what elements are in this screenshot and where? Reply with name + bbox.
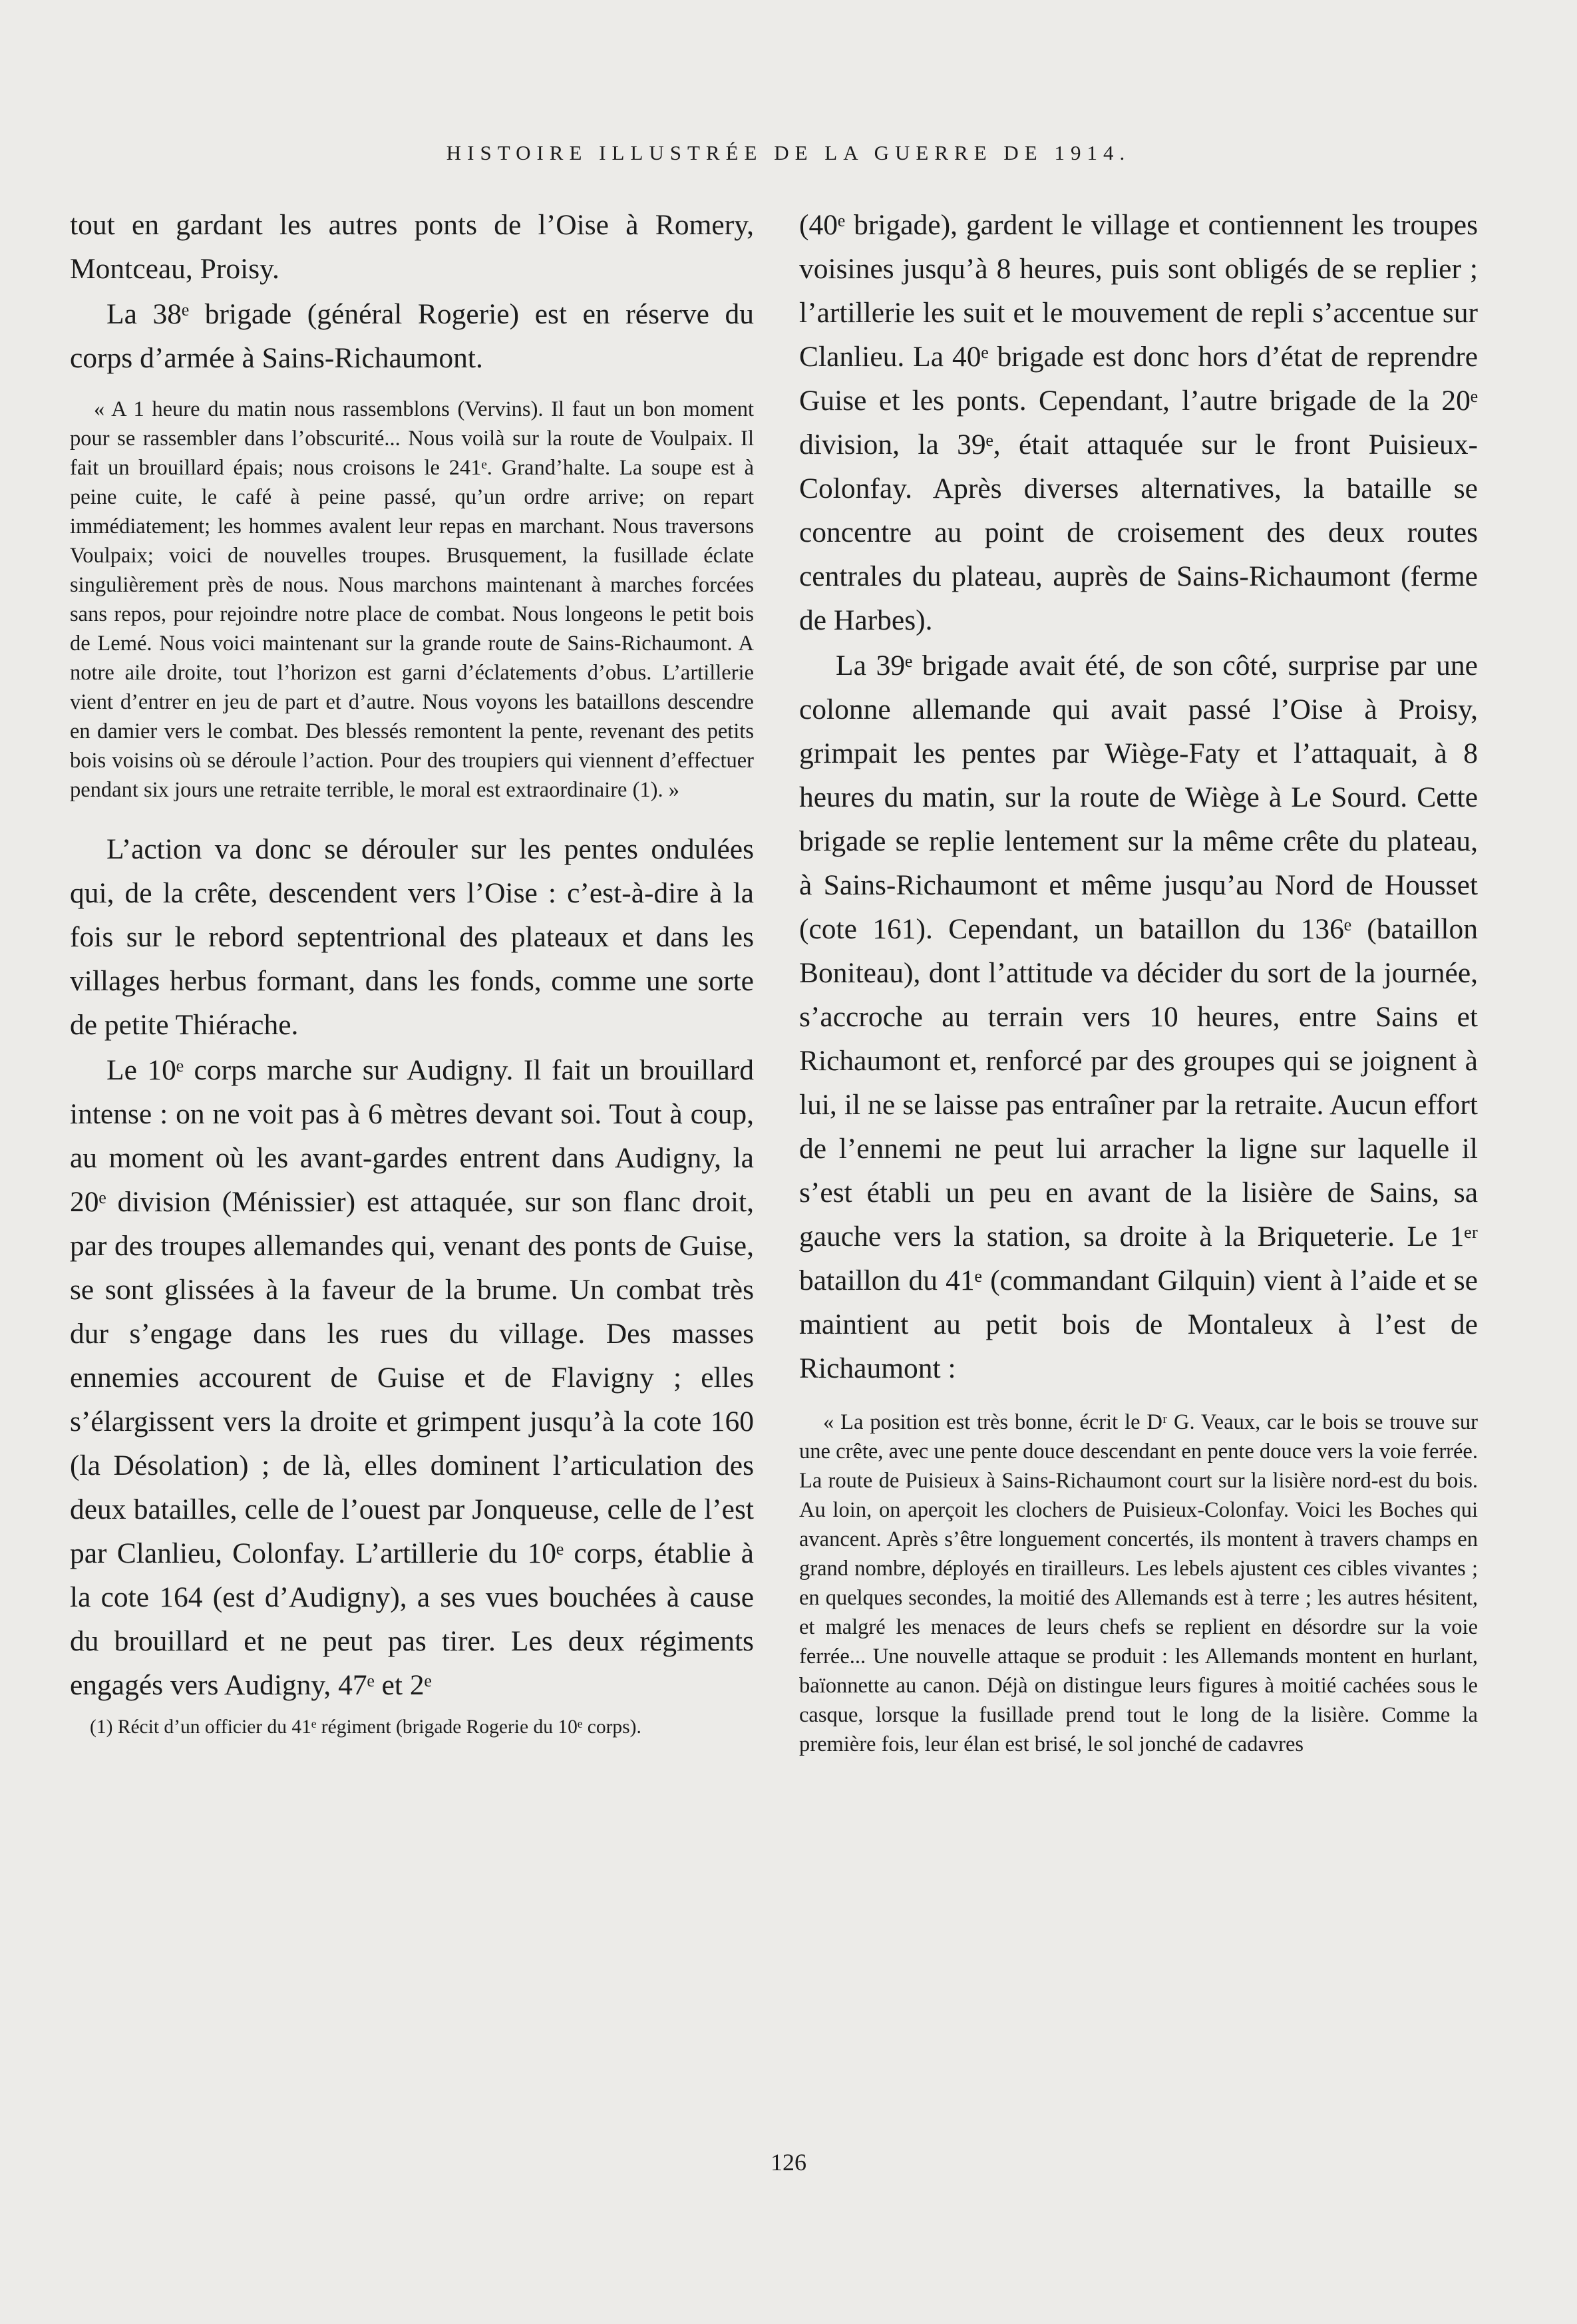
paragraph: La 38ᵉ brigade (général Rogerie) est en réserve du corps d’armée à Sains-Richaumont. [70, 298, 754, 374]
paragraph: tout en gardant les autres ponts de l’Oise à Romery, Montceau, Proisy. [70, 209, 754, 285]
page-number: 126 [771, 2149, 806, 2176]
right-column [799, 203, 1478, 1759]
footnote: (1) Récit d’un officier du 41ᵉ régiment (brigade Rogerie du 10ᵉ corps). [90, 1716, 641, 1738]
paragraph: (40ᵉ brigade), gardent le village et contiennent les troupes voisines jusqu’à 8 heures, puis sont obligés de se replier ; l’artillerie les suit et le mouvement de repli s’accentue sur Clanlieu. La 40ᵉ brigade est donc hors d’état de reprendre Guise et les ponts. Cependant, l’autre brigade de la 20ᵉ division, la 39ᵉ, était attaquée sur le front Puisieux-Colonfay. Après diverses alternatives, la bataille se concentre au point de croisement des deux routes centrales du plateau, auprès de Sains-Richaumont (ferme de Harbes). [799, 209, 1478, 636]
block-quote: « A 1 heure du matin nous rassemblons (Vervins). Il faut un bon moment pour se rassembler dans l’obscurité... Nous voilà sur la route de Voulpaix. Il fait un brouillard épais; nous croisons le 241ᵉ. Grand’halte. La soupe est à peine cuite, le café à peine passé, qu’un ordre arrive; on repart immédiatement; les hommes avalent leur repas en marchant. Nous traversons Voulpaix; voici de nouvelles troupes. Brusquement, la fusillade éclate singulièrement près de nous. Nous marchons maintenant à marches forcées sans repos, pour rejoindre notre place de combat. Nous longeons le petit bois de Lemé. Nous voici maintenant sur la grande route de Sains-Richaumont. A notre aile droite, tout l’horizon est garni d’éclatements d’obus. L’artillerie vient d’entrer en jeu de part et d’autre. Nous voyons les bataillons descendre en damier vers le combat. Des blessés remontent la pente, revenant des petits bois voisins où se déroule l’action. Pour des troupiers qui viennent d’effectuer pendant six jours une retraite terrible, le moral est extraordinaire (1). » [70, 397, 754, 802]
paragraph: L’action va donc se dérouler sur les pentes ondulées qui, de la crête, descendent vers l’Oise : c’est-à-dire à la fois sur le rebord septentrional des plateaux et dans les villages herbus formant, dans les fonds, comme une sorte de petite Thiérache. [70, 833, 754, 1041]
running-header: HISTOIRE ILLUSTRÉE DE LA GUERRE DE 1914. [446, 141, 1131, 164]
paragraph: Le 10ᵉ corps marche sur Audigny. Il fait un brouillard intense : on ne voit pas à 6 mètres devant soi. Tout à coup, au moment où les avant-gardes entrent dans Audigny, la 20ᵉ division (Ménissier) est attaquée, sur son flanc droit, par des troupes allemandes qui, venant des ponts de Guise, se sont glissées à la faveur de la brume. Un combat très dur s’engage dans les rues du village. Des masses ennemies accourent de Guise et de Flavigny ; elles s’élargissent vers la droite et grimpent jusqu’à la cote 160 (la Désolation) ; de là, elles dominent l’articulation des deux batailles, celle de l’ouest par Jonqueuse, celle de l’est par Clanlieu, Colonfay. L’artillerie du 10ᵉ corps, établie à la cote 164 (est d’Audigny), a ses vues bouchées à cause du brouillard et ne peut pas tirer. Les deux régiments engagés vers Audigny, 47ᵉ et 2ᵉ [70, 1054, 754, 1701]
paragraph: La 39ᵉ brigade avait été, de son côté, surprise par une colonne allemande qui avait passé l’Oise à Proisy, grimpait les pentes par Wiège-Faty et l’attaquait, à 8 heures du matin, sur la route de Wiège à Le Sourd. Cette brigade se replie lentement sur la même crête du plateau, à Sains-Richaumont et même jusqu’au Nord de Housset (cote 161). Cependant, un bataillon du 136ᵉ (bataillon Boniteau), dont l’attitude va décider du sort de la journée, s’accroche au terrain vers 10 heures, entre Sains et Richaumont et, renforcé par des groupes qui se joignent à lui, il ne se laisse pas entraîner par la retraite. Aucun effort de l’ennemi ne peut lui arracher la ligne sur laquelle il s’est établi un peu en avant de la lisière de Sains, sa gauche vers la station, sa droite à la Briqueterie. Le 1ᵉʳ bataillon du 41ᵉ (commandant Gilquin) vient à l’aide et se maintient au petit bois de Montaleux à l’est de Richaumont : [799, 650, 1478, 1384]
left-column [70, 203, 754, 1740]
block-quote: « La position est très bonne, écrit le Dʳ G. Veaux, car le bois se trouve sur une crête, avec une pente douce descendant en pente douce vers la voie ferrée. La route de Puisieux à Sains-Richaumont court sur la lisière nord-est du bois. Au loin, on aperçoit les clochers de Puisieux-Colonfay. Voici les Boches qui avancent. Après s’être longuement concertés, ils montent à travers champs en grand nombre, déployés en tirailleurs. Les lebels ajustent ces cibles vivantes ; en quelques secondes, la moitié des Allemands est à terre ; les autres hésitent, et malgré les menaces de leurs chefs se replient en désordre sur la voie ferrée... Une nouvelle attaque se produit : les Allemands montent en hurlant, baïonnette au canon. Déjà on distingue leurs figures à moitié cachées sous le casque, lorsque la fusillade prend tout le long de la lisière. Comme la première fois, leur élan est brisé, le sol jonché de cadavres [799, 1410, 1478, 1756]
